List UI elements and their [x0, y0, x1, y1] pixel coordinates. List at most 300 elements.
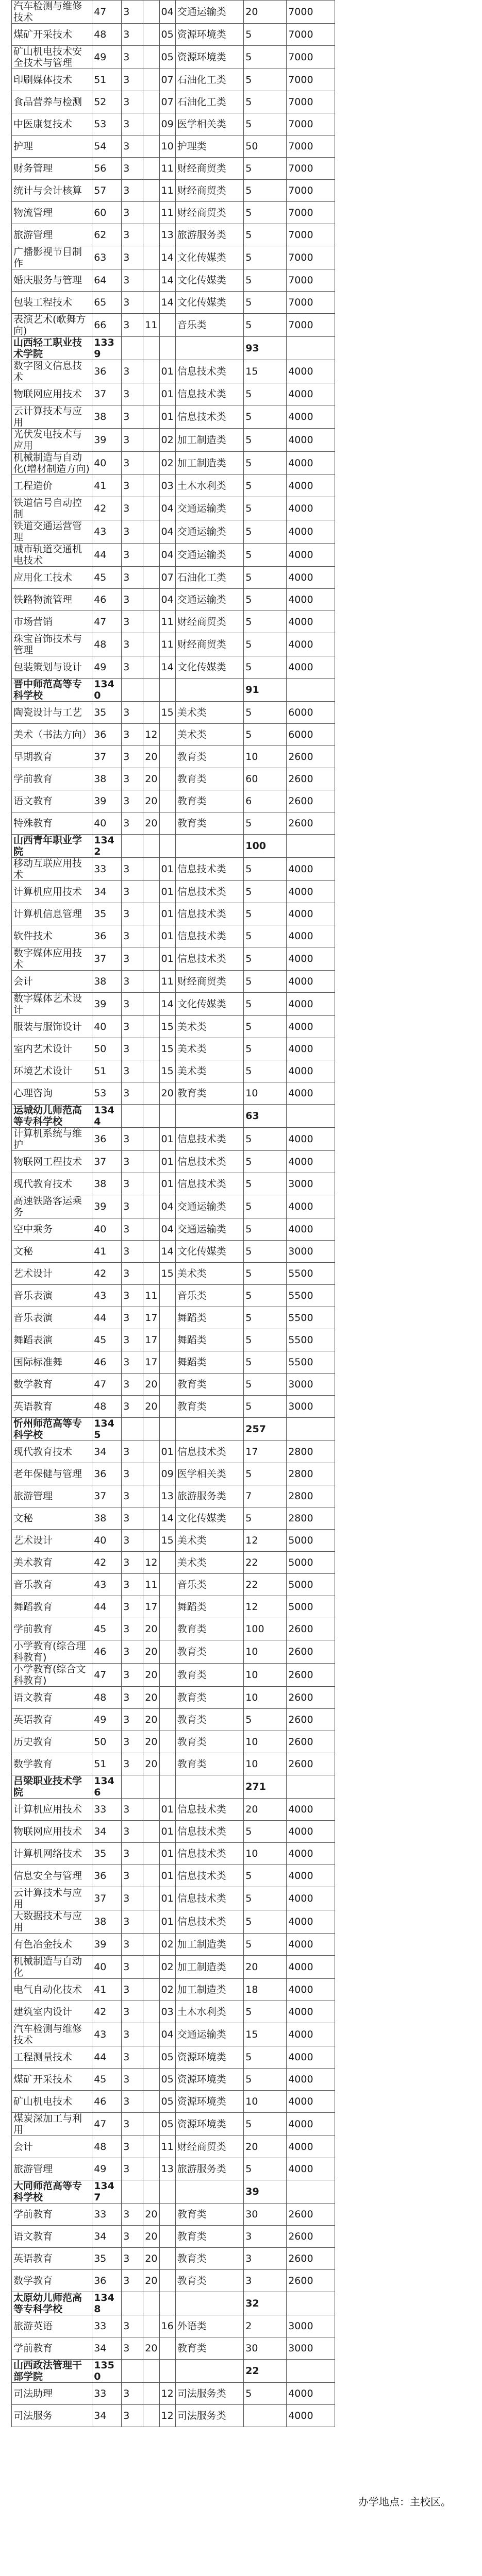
table-cell: 3: [122, 1887, 143, 1910]
table-cell: 3: [122, 1016, 143, 1038]
table-cell: 交通运输类: [175, 1218, 244, 1241]
major-row: [12, 1709, 335, 1731]
table-cell: 信息技术类: [175, 405, 244, 429]
table-cell: 11: [143, 1574, 159, 1596]
table-cell: 14: [159, 269, 175, 292]
table-cell: 信息技术类: [175, 881, 244, 903]
major-row: [12, 947, 335, 971]
table-cell: 司法服务类: [175, 2383, 244, 2405]
table-cell: 66: [92, 314, 122, 337]
table-cell: [287, 835, 335, 858]
table-cell: [143, 405, 159, 429]
table-cell: 20: [143, 746, 159, 768]
major-row: [12, 971, 335, 993]
table-cell: 20: [244, 1956, 287, 1979]
table-cell: 5: [244, 1396, 287, 1418]
table-cell: 5: [244, 2001, 287, 2023]
table-cell: 04: [159, 544, 175, 567]
table-cell: 5: [244, 1887, 287, 1910]
table-cell: [159, 2204, 175, 2226]
table-cell: [143, 135, 159, 158]
table-cell: [175, 1418, 244, 1441]
table-cell: [287, 2360, 335, 2383]
table-cell: 47: [92, 1, 122, 24]
table-cell: 3: [122, 91, 143, 113]
table-cell: 7000: [287, 314, 335, 337]
table-cell: 48: [92, 1396, 122, 1418]
table-cell: 山西轻工职业技术学院: [12, 337, 92, 360]
major-row: [12, 405, 335, 429]
table-cell: 37: [92, 1887, 122, 1910]
table-cell: 3: [122, 1241, 143, 1263]
table-cell: 小学教育(综合理科教育): [12, 1640, 92, 1664]
table-cell: 5: [244, 2383, 287, 2405]
table-cell: 加工制造类: [175, 452, 244, 475]
table-cell: [175, 2292, 244, 2315]
table-cell: 空中乘务: [12, 1218, 92, 1241]
table-cell: 02: [159, 1934, 175, 1956]
major-row: [12, 2158, 335, 2180]
table-cell: 20: [143, 1687, 159, 1709]
table-cell: 11: [159, 971, 175, 993]
table-cell: 计算机应用技术: [12, 1799, 92, 1821]
table-cell: [143, 497, 159, 520]
table-cell: 37: [92, 1151, 122, 1173]
table-cell: 美术类: [175, 1060, 244, 1082]
major-row: [12, 2113, 335, 2136]
table-cell: 交通运输类: [175, 1, 244, 24]
major-row: [12, 790, 335, 812]
table-cell: 3: [122, 314, 143, 337]
table-cell: 44: [92, 1596, 122, 1618]
major-row: [12, 224, 335, 246]
table-cell: 3: [122, 1865, 143, 1887]
table-cell: 48: [92, 2136, 122, 2158]
major-row: [12, 2315, 335, 2337]
table-cell: 4000: [287, 656, 335, 679]
table-cell: 01: [159, 405, 175, 429]
table-cell: [143, 1799, 159, 1821]
table-cell: 3: [122, 1507, 143, 1530]
table-cell: [143, 1105, 159, 1128]
table-cell: 4000: [287, 993, 335, 1016]
table-cell: 47: [92, 1664, 122, 1687]
table-cell: 37: [92, 746, 122, 768]
table-cell: 3: [122, 1843, 143, 1865]
major-row: [12, 202, 335, 224]
major-row: [12, 2337, 335, 2360]
table-cell: 93: [244, 337, 287, 360]
table-cell: 01: [159, 1151, 175, 1173]
table-cell: 5: [244, 69, 287, 91]
table-cell: 20: [143, 812, 159, 835]
table-cell: 国际标准舞: [12, 1351, 92, 1374]
table-cell: 5: [244, 1060, 287, 1082]
table-cell: [143, 1082, 159, 1105]
table-cell: 10: [244, 1731, 287, 1753]
table-cell: [143, 589, 159, 611]
table-cell: [143, 1128, 159, 1151]
table-cell: 吕梁职业技术学院: [12, 1775, 92, 1799]
table-cell: 64: [92, 269, 122, 292]
table-cell: 信息安全与管理: [12, 1865, 92, 1887]
table-cell: [159, 2226, 175, 2248]
table-cell: [122, 1418, 143, 1441]
table-cell: [143, 1, 159, 24]
major-row: [12, 1285, 335, 1307]
table-cell: 5000: [287, 1552, 335, 1574]
table-cell: 服装与服饰设计: [12, 1016, 92, 1038]
table-cell: 5: [244, 1709, 287, 1731]
table-cell: 3: [122, 2158, 143, 2180]
table-cell: 3: [122, 881, 143, 903]
table-cell: [143, 180, 159, 202]
table-cell: 教育类: [175, 768, 244, 790]
table-cell: 10: [244, 746, 287, 768]
table-cell: 2800: [287, 1507, 335, 1530]
table-cell: 旅游服务类: [175, 2158, 244, 2180]
table-cell: 旅游服务类: [175, 1485, 244, 1507]
table-cell: 5: [244, 1241, 287, 1263]
table-cell: 20: [244, 1799, 287, 1821]
table-cell: 11: [159, 633, 175, 656]
table-cell: 3: [122, 2204, 143, 2226]
table-cell: [159, 790, 175, 812]
table-cell: 旅游服务类: [175, 224, 244, 246]
table-cell: 56: [92, 158, 122, 180]
major-row: [12, 1329, 335, 1351]
table-cell: 大同师范高等专科学校: [12, 2180, 92, 2204]
table-cell: 15: [159, 1016, 175, 1038]
table-cell: [143, 1934, 159, 1956]
table-cell: [159, 1753, 175, 1775]
table-cell: 20: [143, 768, 159, 790]
table-cell: 3: [122, 2046, 143, 2069]
table-cell: [143, 2360, 159, 2383]
table-cell: 33: [92, 2204, 122, 2226]
table-cell: 美术教育: [12, 1552, 92, 1574]
table-cell: [143, 360, 159, 383]
table-cell: 10: [244, 1687, 287, 1709]
table-cell: 43: [92, 1285, 122, 1307]
table-cell: 50: [92, 1038, 122, 1060]
table-cell: [143, 91, 159, 113]
table-cell: 5: [244, 24, 287, 46]
table-cell: 13: [159, 2158, 175, 2180]
table-cell: 4000: [287, 2405, 335, 2427]
table-cell: 01: [159, 1910, 175, 1934]
table-cell: 39: [92, 1195, 122, 1218]
table-cell: 38: [92, 1507, 122, 1530]
table-cell: 文化传媒类: [175, 656, 244, 679]
table-cell: 5: [244, 429, 287, 452]
table-cell: 34: [92, 2337, 122, 2360]
table-cell: 33: [92, 858, 122, 881]
table-cell: 4000: [287, 544, 335, 567]
table-cell: 46: [92, 1351, 122, 1374]
table-cell: [143, 1038, 159, 1060]
table-cell: [143, 520, 159, 544]
table-cell: 271: [244, 1775, 287, 1799]
table-cell: 04: [159, 589, 175, 611]
table-cell: [143, 24, 159, 46]
table-cell: [159, 2270, 175, 2292]
table-cell: 01: [159, 947, 175, 971]
table-cell: 33: [92, 2383, 122, 2405]
table-cell: 11: [159, 180, 175, 202]
table-cell: 交通运输类: [175, 497, 244, 520]
table-cell: [287, 1775, 335, 1799]
table-cell: 5: [244, 1821, 287, 1843]
table-cell: [143, 679, 159, 702]
major-row: [12, 1128, 335, 1151]
table-cell: 7000: [287, 269, 335, 292]
table-cell: 3: [122, 1934, 143, 1956]
table-cell: 3: [122, 452, 143, 475]
table-cell: 旅游管理: [12, 224, 92, 246]
table-cell: [143, 246, 159, 269]
table-cell: 3: [122, 2136, 143, 2158]
table-cell: 11: [159, 158, 175, 180]
table-cell: 数字媒体艺术设计: [12, 993, 92, 1016]
table-cell: 40: [92, 812, 122, 835]
table-cell: 5: [244, 1374, 287, 1396]
table-cell: 3: [122, 746, 143, 768]
table-cell: 7000: [287, 292, 335, 314]
major-row: [12, 589, 335, 611]
table-cell: 01: [159, 1799, 175, 1821]
table-cell: 5: [244, 1263, 287, 1285]
major-row: [12, 1552, 335, 1574]
major-row: [12, 2046, 335, 2069]
table-cell: [143, 1843, 159, 1865]
major-row: [12, 2270, 335, 2292]
table-cell: 信息技术类: [175, 1865, 244, 1887]
table-cell: [287, 1105, 335, 1128]
table-cell: 1348: [92, 2292, 122, 2315]
major-row: [12, 1979, 335, 2001]
major-row: [12, 1664, 335, 1687]
table-cell: 3: [122, 1038, 143, 1060]
table-cell: 4000: [287, 589, 335, 611]
table-cell: [143, 2180, 159, 2204]
table-cell: 07: [159, 91, 175, 113]
table-cell: 美术类: [175, 1038, 244, 1060]
table-cell: 51: [92, 69, 122, 91]
table-cell: [143, 1195, 159, 1218]
table-cell: 3: [122, 135, 143, 158]
table-cell: 45: [92, 1618, 122, 1640]
table-cell: 3: [122, 180, 143, 202]
table-cell: [287, 2180, 335, 2204]
table-cell: 旅游英语: [12, 2315, 92, 2337]
table-cell: 交通运输类: [175, 589, 244, 611]
table-cell: 3: [122, 947, 143, 971]
table-cell: 城市轨道交通机电技术: [12, 544, 92, 567]
major-row: [12, 1307, 335, 1329]
table-cell: 38: [92, 1173, 122, 1195]
table-cell: 3: [122, 69, 143, 91]
table-cell: 工程测量技术: [12, 2046, 92, 2069]
table-cell: 3: [122, 812, 143, 835]
table-cell: 5: [244, 1351, 287, 1374]
table-cell: 英语教育: [12, 2248, 92, 2270]
table-cell: 01: [159, 360, 175, 383]
table-cell: 3000: [287, 1173, 335, 1195]
table-cell: 5: [244, 567, 287, 589]
table-cell: 7000: [287, 224, 335, 246]
table-cell: 3: [122, 1552, 143, 1574]
table-cell: 3: [122, 1753, 143, 1775]
table-cell: [159, 1775, 175, 1799]
table-cell: 美术类: [175, 724, 244, 746]
table-cell: 英语教育: [12, 1709, 92, 1731]
table-cell: 3: [122, 702, 143, 724]
table-cell: 3: [122, 1, 143, 24]
table-cell: 20: [159, 1082, 175, 1105]
table-cell: 3: [122, 2315, 143, 2337]
table-cell: [122, 2360, 143, 2383]
major-row: [12, 1173, 335, 1195]
table-cell: 50: [244, 135, 287, 158]
table-cell: [143, 1910, 159, 1934]
table-cell: 汽车检测与维修技术: [12, 2023, 92, 2046]
table-cell: 3: [122, 429, 143, 452]
table-cell: 1339: [92, 337, 122, 360]
table-cell: 信息技术类: [175, 1151, 244, 1173]
table-cell: 3: [122, 1596, 143, 1618]
table-cell: [143, 993, 159, 1016]
table-cell: 学前教育: [12, 768, 92, 790]
table-cell: 音乐表演: [12, 1307, 92, 1329]
table-cell: 建筑室内设计: [12, 2001, 92, 2023]
major-row: [12, 2405, 335, 2427]
table-cell: 音乐表演: [12, 1285, 92, 1307]
table-cell: [159, 1351, 175, 1374]
table-cell: 财经商贸类: [175, 633, 244, 656]
table-cell: 婚庆服务与管理: [12, 269, 92, 292]
table-cell: 5: [244, 497, 287, 520]
table-cell: 3: [122, 1910, 143, 1934]
table-cell: 3: [122, 633, 143, 656]
table-cell: 20: [143, 1618, 159, 1640]
table-cell: 04: [159, 1, 175, 24]
table-cell: 05: [159, 2069, 175, 2091]
table-cell: 51: [92, 1753, 122, 1775]
table-cell: 3: [122, 1709, 143, 1731]
table-cell: 3: [122, 2113, 143, 2136]
major-row: [12, 1530, 335, 1552]
table-cell: 护理类: [175, 135, 244, 158]
table-cell: 3: [122, 790, 143, 812]
table-cell: 美术类: [175, 1530, 244, 1552]
table-cell: 42: [92, 497, 122, 520]
table-cell: 07: [159, 69, 175, 91]
table-cell: 3: [122, 768, 143, 790]
table-cell: 47: [92, 611, 122, 633]
table-cell: 心理咨询: [12, 1082, 92, 1105]
table-cell: 移动互联应用技术: [12, 858, 92, 881]
table-cell: 57: [92, 180, 122, 202]
table-cell: 11: [159, 611, 175, 633]
table-cell: 4000: [287, 1038, 335, 1060]
table-cell: 43: [92, 1574, 122, 1596]
table-cell: 7000: [287, 180, 335, 202]
table-cell: 土木水利类: [175, 2001, 244, 2023]
table-cell: 环境艺术设计: [12, 1060, 92, 1082]
table-cell: 文化传媒类: [175, 246, 244, 269]
school-row: [12, 1105, 335, 1128]
major-row: [12, 246, 335, 269]
table-cell: 会计: [12, 2136, 92, 2158]
table-cell: [143, 383, 159, 405]
table-cell: 铁道交通运营管理: [12, 520, 92, 544]
table-cell: [122, 2292, 143, 2315]
table-cell: 48: [92, 24, 122, 46]
table-cell: 3: [122, 2270, 143, 2292]
table-cell: 美术类: [175, 1016, 244, 1038]
table-cell: [143, 46, 159, 69]
table-cell: 3: [122, 292, 143, 314]
table-cell: 煤矿开采技术: [12, 2069, 92, 2091]
table-cell: 33: [92, 2315, 122, 2337]
table-cell: 煤炭深加工与利用: [12, 2113, 92, 2136]
table-cell: [143, 633, 159, 656]
table-cell: [159, 1285, 175, 1307]
table-cell: 教育类: [175, 1753, 244, 1775]
table-cell: 3: [122, 158, 143, 180]
major-row: [12, 180, 335, 202]
table-cell: 47: [92, 1374, 122, 1396]
table-cell: 5: [244, 1195, 287, 1218]
table-cell: 36: [92, 724, 122, 746]
table-cell: 3: [122, 2069, 143, 2091]
table-cell: 02: [159, 429, 175, 452]
table-cell: 5: [244, 971, 287, 993]
table-cell: 3: [122, 1082, 143, 1105]
table-cell: [143, 69, 159, 91]
table-cell: 20: [143, 1731, 159, 1753]
table-cell: 医学相关类: [175, 113, 244, 135]
table-cell: 5: [244, 589, 287, 611]
table-cell: 5: [244, 520, 287, 544]
table-cell: 09: [159, 1463, 175, 1485]
major-row: [12, 925, 335, 947]
major-row: [12, 1507, 335, 1530]
table-cell: 3: [122, 269, 143, 292]
major-row: [12, 46, 335, 69]
table-cell: 5500: [287, 1307, 335, 1329]
table-cell: 63: [244, 1105, 287, 1128]
table-cell: 01: [159, 1173, 175, 1195]
table-cell: 3: [122, 246, 143, 269]
table-cell: 3: [122, 2226, 143, 2248]
table-cell: 3: [122, 2248, 143, 2270]
major-row: [12, 1060, 335, 1082]
table-cell: 4000: [287, 2091, 335, 2113]
table-cell: 45: [92, 2069, 122, 2091]
table-cell: 3: [122, 2023, 143, 2046]
major-row: [12, 1038, 335, 1060]
table-cell: 语文教育: [12, 2226, 92, 2248]
table-cell: [143, 1887, 159, 1910]
table-cell: [143, 881, 159, 903]
table-cell: [159, 1307, 175, 1329]
table-cell: 47: [92, 2113, 122, 2136]
table-cell: 17: [143, 1596, 159, 1618]
table-cell: 54: [92, 135, 122, 158]
table-cell: 矿山机电技术安全技术与管理: [12, 46, 92, 69]
